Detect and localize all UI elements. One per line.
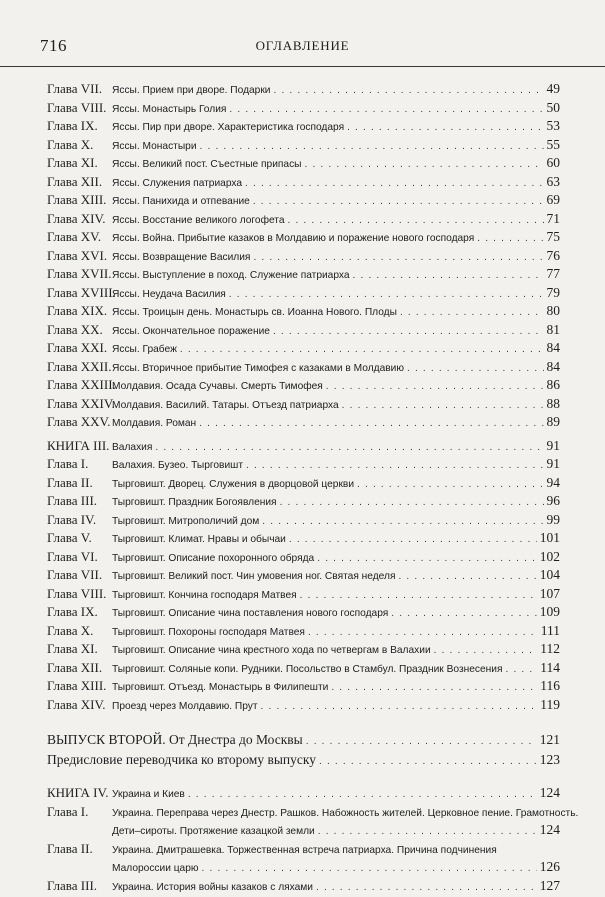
toc-page: 63 [547,173,561,192]
toc-label: Глава VI. [47,548,112,567]
toc-page: 111 [541,622,560,641]
toc-page: 121 [540,730,560,750]
toc-label: Глава VII. [47,566,112,585]
toc-group-volume-2 [47,730,560,770]
toc-page: 79 [547,284,561,303]
toc-title-line2: Малороссии царю [112,860,199,879]
toc-title: Яссы. Грабеж [112,341,177,360]
toc-label: Глава XIII. [47,677,112,696]
toc-entry [47,99,560,118]
toc-title: Тырговишт. Дворец. Служения в дворцовой церкви [112,476,354,495]
toc-title: Валахия. Бузео. Тырговишт [112,457,243,476]
toc-label: Глава VIII. [47,585,112,604]
toc-title: Тырговишт. Описание чина крестного хода по четвергам в Валахии [112,642,431,661]
toc-label: Глава X. [47,622,112,641]
toc-entry [47,492,560,511]
toc-entry [47,154,560,173]
toc-label: Глава IX. [47,603,112,622]
toc-entry [47,80,560,99]
toc-volume-entry [47,730,560,750]
toc-entry [47,376,560,395]
toc-label: Глава XIII. [47,191,112,210]
toc-label: Глава XVII. [47,265,112,284]
toc-page: 81 [547,321,561,340]
toc-page: 124 [540,821,560,840]
toc-page: 96 [547,492,561,511]
table-of-contents [47,80,560,895]
toc-entry [47,395,560,414]
toc-page: 112 [540,640,560,659]
toc-entry [47,659,560,678]
toc-label: Глава IX. [47,117,112,136]
toc-label: Глава I. [47,803,112,822]
toc-entry [47,511,560,530]
toc-entry [47,603,560,622]
toc-title-line1: Украина. Переправа через Днестр. Рашков. Набожность жителей. Церковное пение. Грамотность. [112,805,578,824]
page-number: 716 [40,36,67,56]
leader-dots [319,752,537,772]
toc-entry [47,117,560,136]
toc-title: Тырговишт. Кончина господаря Матвея [112,587,297,606]
toc-page: 53 [547,117,561,136]
toc-group-book-3 [47,437,560,715]
toc-title: Яссы. Великий пост. Съестные припасы [112,156,302,175]
toc-label: Глава XXI. [47,339,112,358]
page-header [0,36,605,67]
leader-dots [306,732,537,752]
toc-label: Глава II. [47,474,112,493]
toc-label: КНИГА IV. [47,784,112,803]
toc-entry [47,413,560,432]
toc-label: Глава XXIII. [47,376,112,395]
toc-page: 88 [547,395,561,414]
toc-title: Яссы. Война. Прибытие казаков в Молдавию и поражение нового господаря [112,230,474,249]
toc-entry [47,566,560,585]
toc-page: 71 [547,210,561,229]
toc-title: ВЫПУСК ВТОРОЙ. От Днестра до Москвы [47,730,303,750]
toc-label: Глава XXV. [47,413,112,432]
toc-page: 80 [547,302,561,321]
toc-volume-entry [47,750,560,770]
toc-entry [47,474,560,493]
toc-entry-book-4 [47,784,560,803]
running-title: ОГЛАВЛЕНИЕ [0,38,605,54]
toc-page: 109 [540,603,560,622]
toc-entry [47,437,560,456]
toc-title: Яссы. Прием при дворе. Подарки [112,82,271,101]
toc-label: Глава XXIV. [47,395,112,414]
toc-title: Яссы. Восстание великого логофета [112,212,285,231]
toc-title: Яссы. Возвращение Василия [112,249,250,268]
toc-title: Тырговишт. Описание чина поставления нового господаря [112,605,388,624]
toc-title: Яссы. Троицын день. Монастырь св. Иоанна Нового. Плоды [112,304,397,323]
toc-page: 127 [540,877,560,896]
toc-label: Глава XVIII. [47,284,112,303]
toc-page: 107 [540,585,560,604]
toc-entry-book-4-ch-1 [47,803,560,840]
toc-page: 75 [547,228,561,247]
leader-dots [199,415,543,434]
toc-title: Тырговишт. Митрополичий дом [112,513,259,532]
toc-label: Глава XIX. [47,302,112,321]
toc-label: Глава XIV. [47,210,112,229]
toc-page: 89 [547,413,561,432]
toc-group-book-2-chapters [47,80,560,432]
toc-entry-book-4-ch-2 [47,840,560,877]
toc-label: Глава VII. [47,80,112,99]
toc-entry [47,173,560,192]
toc-entry [47,529,560,548]
toc-page: 91 [547,455,561,474]
toc-title: Яссы. Неудача Василия [112,286,226,305]
toc-page: 84 [547,339,561,358]
toc-label: Глава XX. [47,321,112,340]
toc-title: Молдавия. Василий. Татары. Отъезд патриарха [112,397,339,416]
toc-title: Тырговишт. Соляные копи. Рудники. Посольство в Стамбул. Праздник Вознесения [112,661,503,680]
toc-page: 102 [540,548,560,567]
toc-entry [47,585,560,604]
toc-title: Тырговишт. Великий пост. Чин умовения ног. Святая неделя [112,568,395,587]
toc-label: КНИГА III. [47,437,112,456]
toc-entry [47,622,560,641]
toc-title: Предисловие переводчика ко второму выпуску [47,750,316,770]
toc-page: 94 [547,474,561,493]
toc-label: Глава XV. [47,228,112,247]
toc-title: Тырговишт. Климат. Нравы и обычаи [112,531,286,550]
toc-title-line1: Украина. Дмитрашевка. Торжественная встреча патриарха. Причина подчинения [112,842,497,861]
toc-label: Глава XII. [47,173,112,192]
toc-entry-book-4-ch-3 [47,877,560,896]
toc-page: 126 [540,858,560,877]
toc-title: Яссы. Вторичное прибытие Тимофея с казаками в Молдавию [112,360,404,379]
toc-page: 104 [540,566,560,585]
toc-label: Глава XII. [47,659,112,678]
toc-title: Яссы. Панихида и отпевание [112,193,250,212]
toc-entry [47,228,560,247]
toc-title: Яссы. Пир при дворе. Характеристика господаря [112,119,344,138]
toc-entry [47,191,560,210]
toc-title: Проезд через Молдавию. Прут [112,698,258,717]
toc-entry [47,321,560,340]
toc-page: 114 [540,659,560,678]
toc-title: Молдавия. Осада Сучавы. Смерть Тимофея [112,378,323,397]
toc-title: Украина и Киев [112,786,185,805]
toc-page: 60 [547,154,561,173]
toc-title: Яссы. Монастыри [112,138,197,157]
toc-entry [47,677,560,696]
toc-label: Глава VIII. [47,99,112,118]
toc-page: 116 [540,677,560,696]
toc-entry [47,265,560,284]
toc-page: 84 [547,358,561,377]
toc-entry [47,696,560,715]
toc-page: 123 [540,750,560,770]
toc-page: 77 [547,265,561,284]
toc-page: 101 [540,529,560,548]
toc-entry [47,339,560,358]
toc-label: Глава III. [47,492,112,511]
toc-entry [47,247,560,266]
toc-entry [47,136,560,155]
toc-page: 76 [547,247,561,266]
toc-label: Глава XI. [47,640,112,659]
toc-label: Глава XXII. [47,358,112,377]
toc-title: Тырговишт. Праздник Богоявления [112,494,277,513]
toc-page: 99 [547,511,561,530]
toc-title: Яссы. Монастырь Голия [112,101,226,120]
toc-entry [47,358,560,377]
toc-page: 119 [540,696,560,715]
toc-title: Тырговишт. Описание похоронного обряда [112,550,314,569]
toc-page: 69 [547,191,561,210]
toc-entry [47,640,560,659]
toc-page: 55 [547,136,561,155]
toc-label: Глава I. [47,455,112,474]
leader-dots [261,698,538,717]
toc-label: Глава II. [47,840,112,859]
toc-entry [47,302,560,321]
toc-page: 49 [547,80,561,99]
leader-dots [316,879,537,897]
toc-title: Яссы. Служения патриарха [112,175,242,194]
toc-title: Украина. История войны казаков с ляхами [112,879,313,897]
toc-page: 91 [547,437,561,456]
toc-entry [47,548,560,567]
toc-label: Глава XIV. [47,696,112,715]
toc-title: Тырговишт. Отъезд. Монастырь в Филипешти [112,679,328,698]
toc-entry [47,455,560,474]
toc-title-line2: Дети–сироты. Протяжение казацкой земли [112,823,315,842]
toc-label: Глава XVI. [47,247,112,266]
toc-label: Глава V. [47,529,112,548]
toc-title: Молдавия. Роман [112,415,196,434]
toc-page: 86 [547,376,561,395]
toc-title: Валахия [112,439,152,458]
toc-title: Яссы. Выступление в поход. Служение патриарха [112,267,350,286]
toc-entry [47,284,560,303]
toc-label: Глава IV. [47,511,112,530]
toc-page: 50 [547,99,561,118]
toc-label: Глава XI. [47,154,112,173]
toc-label: Глава X. [47,136,112,155]
toc-page: 124 [540,784,560,803]
toc-label: Глава III. [47,877,112,896]
toc-title: Яссы. Окончательное поражение [112,323,270,342]
toc-title: Тырговишт. Похороны господаря Матвея [112,624,305,643]
toc-entry [47,210,560,229]
